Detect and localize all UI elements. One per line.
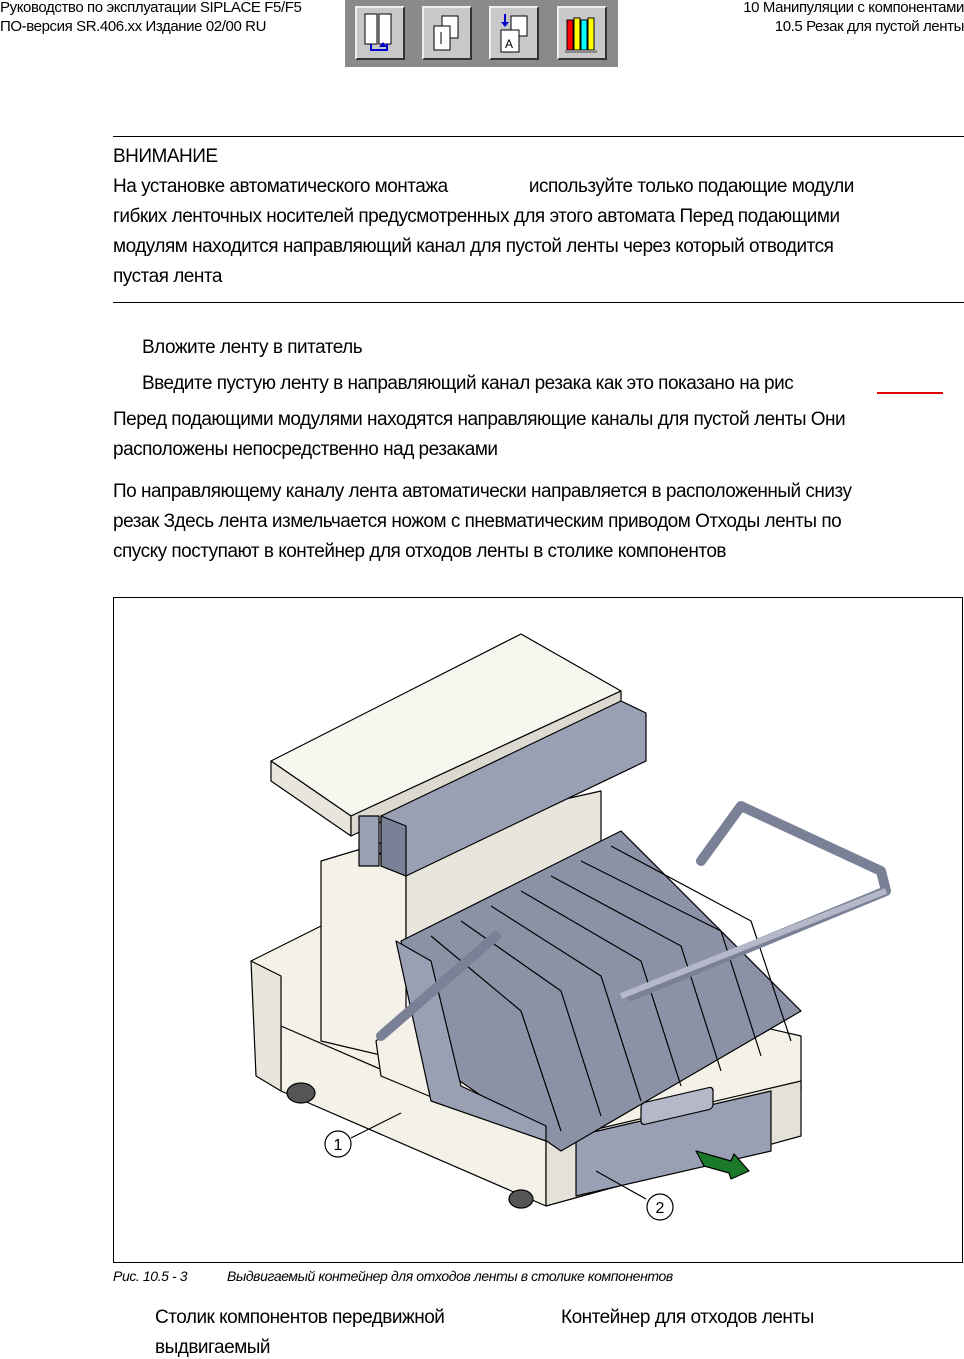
paragraph-line: спуску поступают в контейнер для отходов ленты в столике компонентов (113, 541, 726, 562)
attention-line: На установке автоматического монтажа используйте только подающие модули (113, 176, 854, 197)
attention-title: ВНИМАНИЕ (113, 146, 218, 167)
header-doc-title: Руководство по эксплуатации SIPLACE F5/F5 (0, 0, 302, 16)
navigation-toolbar (345, 0, 618, 67)
header-section: 10.5 Резак для пустой ленты (774, 18, 964, 35)
figure-caption-number: Рис. 10.5 - 3 (113, 1268, 188, 1284)
paragraph-line: По направляющему каналу лента автоматически направляется в расположенный снизу (113, 481, 852, 502)
figure-reference-link[interactable] (877, 392, 943, 394)
callout-2-label: 2 (655, 1200, 665, 1217)
step-2: Введите пустую ленту в направляющий канал резака как это показано на рис (142, 373, 794, 394)
toc-navigation-icon[interactable] (355, 6, 405, 60)
paragraph-line: расположены непосредственно над резаками (113, 439, 498, 460)
paragraph-line: резак Здесь лента измельчается ножом с пневматическим приводом Отходы ленты по (113, 511, 842, 532)
divider (113, 136, 964, 137)
divider (113, 302, 964, 303)
paragraph-line: Перед подающими модулями находятся направляющие каналы для пустой ленты Они (113, 409, 846, 430)
figure-frame (113, 597, 963, 1263)
legend-item-2: Контейнер для отходов ленты (561, 1307, 814, 1328)
figure-caption-text: Выдвигаемый контейнер для отходов ленты в столике компонентов (227, 1268, 673, 1284)
header-chapter: 10 Манипуляции с компонентами (743, 0, 964, 16)
legend-item-1: Столик компонентов передвижной (155, 1307, 445, 1328)
callout-1-label: 1 (333, 1137, 343, 1154)
attention-line: модулям находится направляющий канал для пустой ленты через который отводится (113, 236, 834, 257)
component-cart-illustration (114, 598, 962, 1262)
library-books-icon[interactable] (557, 6, 607, 60)
index-icon[interactable] (489, 6, 539, 60)
attention-line: пустая лента (113, 266, 222, 287)
step-1: Вложите ленту в питатель (142, 337, 363, 358)
attention-line: гибких ленточных носителей предусмотренных для этого автомата Перед подающими (113, 206, 840, 227)
legend-item-1-cont: выдвигаемый (155, 1337, 271, 1358)
pages-icon[interactable] (422, 6, 472, 60)
header-version: ПО-версия SR.406.xx Издание 02/00 RU (0, 18, 267, 35)
svg-text:A: A (505, 37, 514, 51)
